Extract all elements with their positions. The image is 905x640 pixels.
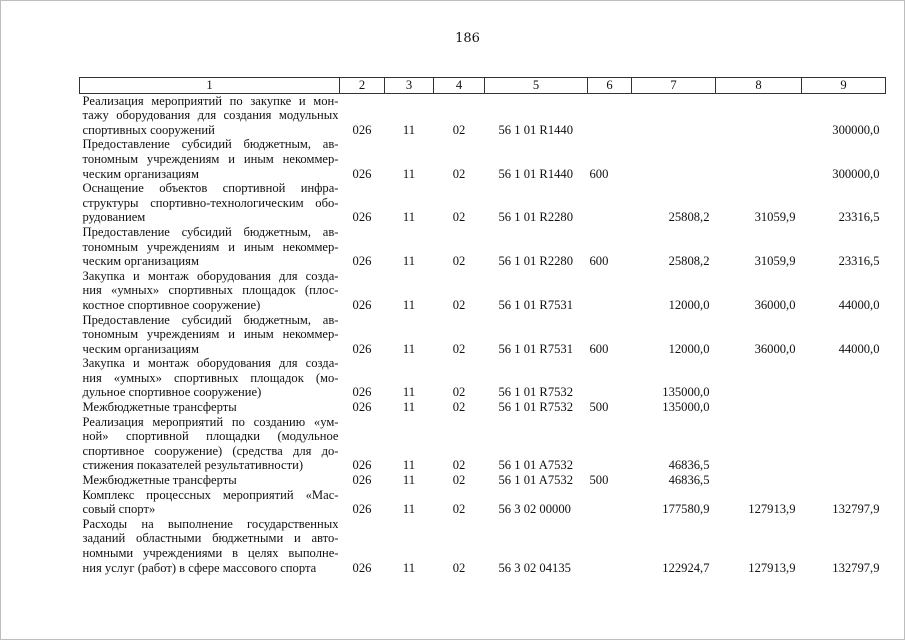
expense-type: 600 bbox=[589, 341, 609, 356]
row-name-line: тономным учреждениям и иным некоммер- bbox=[82, 151, 339, 166]
amount-year-1: 135000,0 bbox=[662, 385, 710, 400]
row-name-line: Предоставление субсидий бюджетным, ав- bbox=[82, 224, 339, 239]
amount-year-3 bbox=[802, 356, 886, 400]
target-article: 56 1 01 R1440 bbox=[498, 166, 574, 181]
amount-year-2 bbox=[716, 356, 802, 400]
header-col-7: 7 bbox=[632, 78, 716, 94]
row-name-line: костное спортивное сооружение) bbox=[82, 297, 261, 312]
section-code: 11 bbox=[402, 473, 416, 488]
row-name-line: Реализация мероприятий по закупке и мон- bbox=[82, 93, 339, 108]
subsection-code: 02 bbox=[452, 400, 466, 415]
row-name-line: Предоставление субсидий бюджетным, ав- bbox=[82, 312, 339, 327]
amount-year-1: 46836,5 bbox=[668, 473, 710, 488]
expense-type: 500 bbox=[589, 473, 609, 488]
row-name-line: Предоставление субсидий бюджетным, ав- bbox=[82, 137, 339, 152]
row-name bbox=[80, 415, 340, 473]
target-article: 56 1 01 A7532 bbox=[498, 458, 574, 473]
subsection-code: 02 bbox=[452, 341, 466, 356]
amount-year-3: 23316,5 bbox=[838, 210, 880, 225]
row-name-line: спортивное сооружение) (средства для до- bbox=[82, 443, 339, 458]
row-name-line: ной» спортивной площадки (модульное bbox=[82, 429, 339, 444]
amount-year-2: 36000,0 bbox=[754, 341, 796, 356]
amount-year-3 bbox=[802, 400, 886, 415]
amount-year-2: 31059,9 bbox=[754, 254, 796, 269]
subsection-code: 02 bbox=[452, 297, 466, 312]
row-name bbox=[80, 93, 340, 137]
amount-year-3: 23316,5 bbox=[838, 254, 880, 269]
expense-type: 600 bbox=[589, 254, 609, 269]
table-row bbox=[80, 181, 886, 225]
header-col-3: 3 bbox=[385, 78, 434, 94]
section-code: 11 bbox=[402, 385, 416, 400]
target-article: 56 3 02 04135 bbox=[498, 560, 571, 575]
section-code: 11 bbox=[402, 400, 416, 415]
table-row bbox=[80, 400, 886, 415]
table-header-row bbox=[80, 78, 886, 94]
amount-year-2: 31059,9 bbox=[754, 210, 796, 225]
table-row bbox=[80, 313, 886, 357]
section-code: 11 bbox=[402, 166, 416, 181]
row-name-line: совый спорт» bbox=[82, 502, 156, 517]
section-code: 11 bbox=[402, 297, 416, 312]
row-name-line: ческим организациям bbox=[82, 341, 199, 356]
amount-year-1: 12000,0 bbox=[668, 341, 710, 356]
ministry-code: 026 bbox=[352, 254, 372, 269]
amount-year-2: 127913,9 bbox=[748, 502, 796, 517]
row-name bbox=[80, 400, 340, 415]
section-code: 11 bbox=[402, 560, 416, 575]
row-name-line: ческим организациям bbox=[82, 166, 199, 181]
ministry-code: 026 bbox=[352, 341, 372, 356]
expense-type bbox=[588, 93, 632, 137]
header-col-4: 4 bbox=[434, 78, 485, 94]
amount-year-1: 12000,0 bbox=[668, 297, 710, 312]
subsection-code: 02 bbox=[452, 210, 466, 225]
row-name-line: Межбюджетные трансферты bbox=[82, 473, 237, 488]
amount-year-3: 44000,0 bbox=[838, 297, 880, 312]
header-col-8: 8 bbox=[716, 78, 802, 94]
target-article: 56 1 01 R1440 bbox=[498, 122, 574, 137]
amount-year-2 bbox=[716, 93, 802, 137]
subsection-code: 02 bbox=[452, 458, 466, 473]
subsection-code: 02 bbox=[452, 473, 466, 488]
table-row bbox=[80, 225, 886, 269]
amount-year-2 bbox=[716, 473, 802, 488]
table-row bbox=[80, 93, 886, 137]
row-name-line: Оснащение объектов спортивной инфра- bbox=[82, 181, 339, 196]
row-name bbox=[80, 225, 340, 269]
table-row bbox=[80, 356, 886, 400]
amount-year-2 bbox=[716, 415, 802, 473]
target-article: 56 1 01 R7532 bbox=[498, 400, 574, 415]
table-body bbox=[80, 93, 886, 575]
row-name-line: дульное спортивное сооружение) bbox=[82, 385, 262, 400]
row-name bbox=[80, 313, 340, 357]
target-article: 56 1 01 R7532 bbox=[498, 385, 574, 400]
subsection-code: 02 bbox=[452, 254, 466, 269]
table-row bbox=[80, 517, 886, 575]
amount-year-2: 36000,0 bbox=[754, 297, 796, 312]
target-article: 56 1 01 R7531 bbox=[498, 341, 574, 356]
target-article: 56 1 01 R2280 bbox=[498, 254, 574, 269]
budget-table bbox=[79, 77, 886, 575]
subsection-code: 02 bbox=[452, 385, 466, 400]
row-name bbox=[80, 517, 340, 575]
amount-year-1: 46836,5 bbox=[668, 458, 710, 473]
amount-year-3: 132797,9 bbox=[832, 502, 880, 517]
expense-type: 500 bbox=[589, 400, 609, 415]
expense-type bbox=[588, 488, 632, 517]
table-row bbox=[80, 269, 886, 313]
ministry-code: 026 bbox=[352, 385, 372, 400]
amount-year-1: 177580,9 bbox=[662, 502, 710, 517]
expense-type bbox=[588, 181, 632, 225]
row-name bbox=[80, 488, 340, 517]
section-code: 11 bbox=[402, 502, 416, 517]
row-name-line: ния «умных» спортивных площадок (мо- bbox=[82, 370, 339, 385]
row-name-line: тажу оборудования для создания модульных bbox=[82, 108, 339, 123]
expense-type bbox=[588, 269, 632, 313]
table-row bbox=[80, 137, 886, 181]
amount-year-3: 44000,0 bbox=[838, 341, 880, 356]
section-code: 11 bbox=[402, 458, 416, 473]
table-row bbox=[80, 473, 886, 488]
header-col-2: 2 bbox=[340, 78, 385, 94]
amount-year-2 bbox=[716, 400, 802, 415]
row-name bbox=[80, 181, 340, 225]
amount-year-1: 135000,0 bbox=[662, 400, 710, 415]
header-col-9: 9 bbox=[802, 78, 886, 94]
subsection-code: 02 bbox=[452, 166, 466, 181]
section-code: 11 bbox=[402, 254, 416, 269]
ministry-code: 026 bbox=[352, 473, 372, 488]
row-name-line: спортивных сооружений bbox=[82, 122, 215, 137]
target-article: 56 1 01 R7531 bbox=[498, 297, 574, 312]
ministry-code: 026 bbox=[352, 458, 372, 473]
ministry-code: 026 bbox=[352, 297, 372, 312]
amount-year-1 bbox=[632, 93, 716, 137]
amount-year-1: 25808,2 bbox=[668, 210, 710, 225]
row-name bbox=[80, 137, 340, 181]
row-name bbox=[80, 473, 340, 488]
section-code: 11 bbox=[402, 341, 416, 356]
amount-year-3 bbox=[802, 415, 886, 473]
expense-type: 600 bbox=[589, 166, 609, 181]
row-name-line: Закупка и монтаж оборудования для созда- bbox=[82, 356, 339, 371]
subsection-code: 02 bbox=[452, 560, 466, 575]
ministry-code: 026 bbox=[352, 166, 372, 181]
row-name-line: тономным учреждениям и иным некоммер- bbox=[82, 239, 339, 254]
ministry-code: 026 bbox=[352, 502, 372, 517]
row-name-line: Реализация мероприятий по созданию «ум- bbox=[82, 414, 339, 429]
page-number: 186 bbox=[455, 31, 480, 46]
subsection-code: 02 bbox=[452, 122, 466, 137]
row-name-line: ния «умных» спортивных площадок (плос- bbox=[82, 283, 339, 298]
row-name-line: структуры спортивно-технологическим обо- bbox=[82, 195, 339, 210]
row-name-line: заданий областными бюджетными и авто- bbox=[82, 531, 339, 546]
table-row bbox=[80, 488, 886, 517]
header-col-5: 5 bbox=[485, 78, 588, 94]
amount-year-3: 300000,0 bbox=[832, 122, 880, 137]
expense-type bbox=[588, 517, 632, 575]
ministry-code: 026 bbox=[352, 210, 372, 225]
target-article: 56 1 01 A7532 bbox=[498, 473, 574, 488]
ministry-code: 026 bbox=[352, 560, 372, 575]
row-name-line: номными учреждениями в целях выполне- bbox=[82, 546, 339, 560]
amount-year-1: 25808,2 bbox=[668, 254, 710, 269]
expense-type bbox=[588, 415, 632, 473]
amount-year-3: 132797,9 bbox=[832, 560, 880, 575]
row-name bbox=[80, 356, 340, 400]
ministry-code: 026 bbox=[352, 400, 372, 415]
row-name-line: Комплекс процессных мероприятий «Мас- bbox=[82, 487, 339, 502]
amount-year-1: 122924,7 bbox=[662, 560, 710, 575]
subsection-code: 02 bbox=[452, 502, 466, 517]
amount-year-2: 127913,9 bbox=[748, 560, 796, 575]
row-name-line: рудованием bbox=[82, 210, 146, 225]
section-code: 11 bbox=[402, 122, 416, 137]
row-name-line: Межбюджетные трансферты bbox=[82, 400, 237, 415]
row-name bbox=[80, 269, 340, 313]
target-article: 56 3 02 00000 bbox=[498, 502, 571, 517]
ministry-code: 026 bbox=[352, 122, 372, 137]
amount-year-3 bbox=[802, 473, 886, 488]
amount-year-2 bbox=[716, 137, 802, 181]
target-article: 56 1 01 R2280 bbox=[498, 210, 574, 225]
row-name-line: ческим организациям bbox=[82, 254, 199, 269]
amount-year-3: 300000,0 bbox=[832, 166, 880, 181]
row-name-line: Закупка и монтаж оборудования для созда- bbox=[82, 268, 339, 283]
header-col-1: 1 bbox=[80, 78, 340, 94]
row-name-line: ния услуг (работ) в сфере массового спорта bbox=[82, 560, 317, 575]
header-col-6: 6 bbox=[588, 78, 632, 94]
amount-year-1 bbox=[632, 137, 716, 181]
expense-type bbox=[588, 356, 632, 400]
section-code: 11 bbox=[402, 210, 416, 225]
row-name-line: Расходы на выполнение государственных bbox=[82, 516, 339, 531]
table-row bbox=[80, 415, 886, 473]
row-name-line: стижения показателей результативности) bbox=[82, 458, 304, 473]
row-name-line: тономным учреждениям и иным некоммер- bbox=[82, 327, 339, 342]
